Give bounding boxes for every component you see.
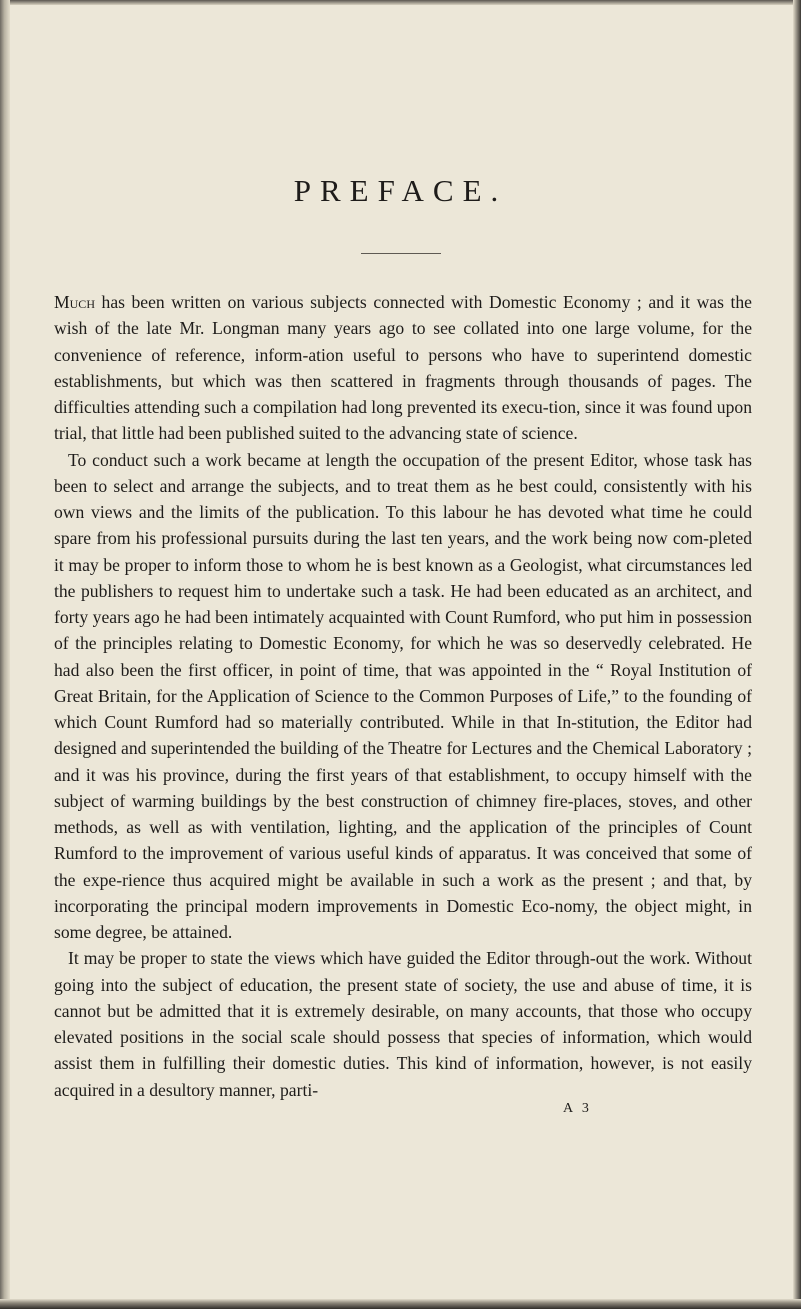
paragraph-2: To conduct such a work became at length the occupation of the present Editor, whose task has been to select and arrange the subjects, and to treat them as he best could, consistently with his own views and the limits of the publication. To this labour he has devoted what time he could spare from his professional pursuits during the last ten years, and the work being now com-pleted it may be proper to inform those to whom he is best known as a Geologist, what circumstances led the publishers to request him to undertake such a task. He had been educated as an architect, and forty years ago he had been intimately acquainted with Count Rumford, who put him in possession of the principles relating to Domestic Economy, for which he was so deservedly celebrated. He had also been the first officer, in point of time, that was appointed in the “ Royal Institution of Great Britain, for the Application of Science to the Common Purposes of Life,” to the founding of which Count Rumford had so materially contributed. While in that In-stitution, the Editor had designed and superintended the building of the Theatre for Lectures and the Chemical Laboratory ; and it was his province, during the first years of that establishment, to occupy himself with the subject of warming buildings by the best construction of chimney fire-places, stoves, and other methods, as well as with ventilation, lighting, and the application of the principles of Count Rumford to the improvement of various useful kinds of apparatus. It was conceived that some of the expe-rience thus acquired might be available in such a work as the present ; and that, by incorporating the principal modern improvements in Domestic Eco-nomy, the object might, in some degree, be attained. [54,449,752,942]
heading-rule [361,253,441,254]
page-edge-top [0,0,801,5]
paragraph-1-text: has been written on various subjects connected with Domestic Economy ; and it was the wish of the late Mr. Longman many years ago to see collated into one large volume, for the convenience of reference, inform-ation useful to persons who have to superintend domestic establishments, but which was then scattered in fragments through thousands of pages. The difficulties attending such a compilation had long prevented its execu-tion, since it was found upon trial, that little had been published suited to the advancing state of science. [54,292,752,444]
preface-body [54,289,752,1103]
preface-heading: PREFACE. [293,173,508,208]
paragraph-3: It may be proper to state the views which have guided the Editor through-out the work. Without going into the subject of education, the present state of society, the use and abuse of time, it is cannot but be admitted that it is extremely desirable, on many accounts, that those who occupy elevated positions in the social scale should possess that species of information, which would assist them in fulfilling their domestic duties. This kind of information, however, is not easily acquired in a desultory manner, parti- [54,948,752,1100]
paragraph-lead-word: Much [54,292,95,312]
page-edge-bottom [0,1299,801,1309]
signature-mark: A 3 [563,1101,592,1116]
paragraph-1 [54,289,752,447]
